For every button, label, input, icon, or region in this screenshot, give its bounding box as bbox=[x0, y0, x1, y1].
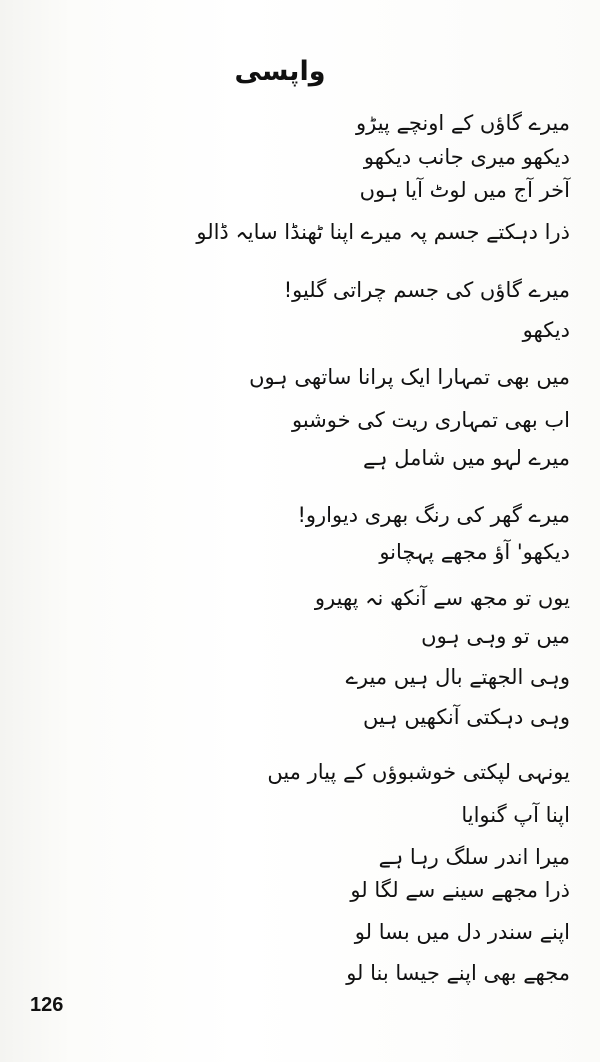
page-number: 126 bbox=[30, 994, 64, 1016]
poem-line: میرے لہو میں شامل ہے bbox=[362, 446, 570, 470]
poem-line: دیکھو bbox=[522, 318, 570, 342]
poem-line: مجھے بھی اپنے جیسا بنا لو bbox=[346, 961, 570, 985]
poem-line: اپنا آپ گنوایا bbox=[461, 803, 570, 827]
poem-line: میں تو وہی ہوں bbox=[421, 624, 570, 648]
poem-title: واپسی bbox=[234, 56, 326, 87]
poem-line: دیکھو' آؤ مجھے پہچانو bbox=[379, 540, 570, 564]
poem-line: میرے گاؤں کے اونچے پیڑو bbox=[355, 111, 570, 135]
poem-line: میرا اندر سلگ رہا ہے bbox=[378, 845, 570, 869]
poem-line: دیکھو میری جانب دیکھو bbox=[363, 145, 570, 169]
poem-line: یوں تو مجھ سے آنکھ نہ پھیرو bbox=[314, 586, 570, 610]
poem-line: اب بھی تمہاری ریت کی خوشبو bbox=[292, 408, 570, 432]
poem-line: اپنے سندر دل میں بسا لو bbox=[354, 920, 570, 944]
poem-line: وہی دہکتی آنکھیں ہیں bbox=[363, 705, 570, 729]
poem-line: ذرا مجھے سینے سے لگا لو bbox=[350, 878, 570, 902]
poem-line: میرے گھر کی رنگ بھری دیوارو! bbox=[297, 503, 570, 527]
poem-line: میں بھی تمہارا ایک پرانا ساتھی ہوں bbox=[249, 365, 570, 389]
poem-line: یونہی لپکتی خوشبوؤں کے پیار میں bbox=[267, 760, 570, 784]
poem-line: وہی الجھتے بال ہیں میرے bbox=[345, 665, 570, 689]
poem-line: ذرا دہکتے جسم پہ میرے اپنا ٹھنڈا سایہ ڈالو bbox=[196, 220, 570, 244]
poem-line: میرے گاؤں کی جسم چراتی گلیو! bbox=[283, 278, 570, 302]
poem-line: آخر آج میں لوٹ آیا ہوں bbox=[359, 178, 570, 202]
